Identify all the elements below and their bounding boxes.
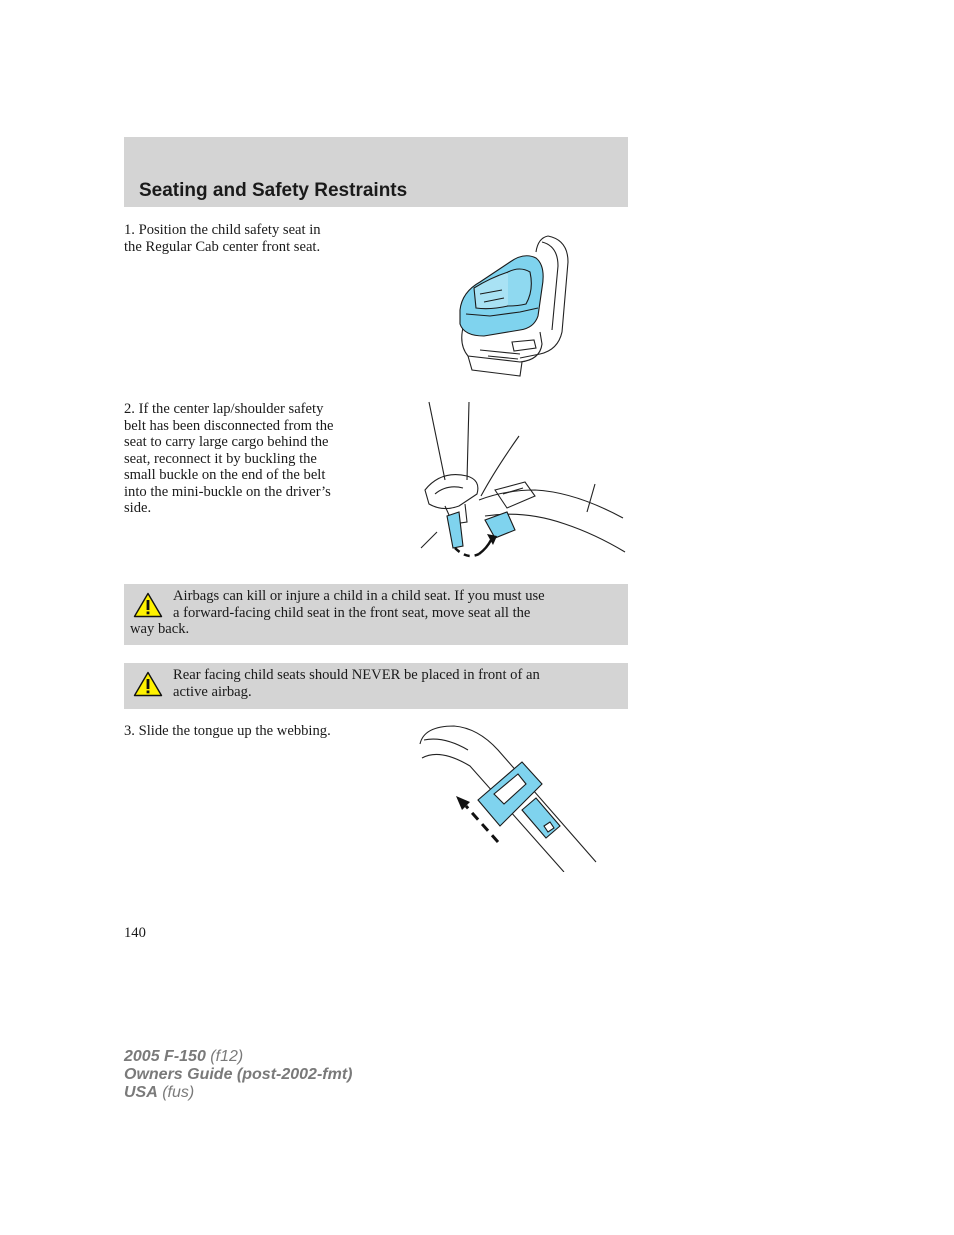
step-2-line: into the mini-buckle on the driver’s — [124, 483, 331, 500]
footer-model-code: (f12) — [205, 1048, 244, 1065]
warning-triangle-icon — [133, 592, 163, 618]
warning-line: Airbags can kill or injure a child in a child seat. If you must use — [173, 588, 545, 604]
step-2-line: belt has been disconnected from the — [124, 417, 334, 434]
warning-box — [124, 584, 628, 645]
step-1-line: the Regular Cab center front seat. — [124, 238, 321, 255]
step-1-text — [124, 222, 321, 255]
warning-line: Rear facing child seats should NEVER be placed in front of an — [173, 667, 540, 683]
footer-market: USA — [124, 1084, 158, 1101]
document-footer — [124, 1048, 352, 1102]
warning-text — [130, 588, 612, 638]
step-2-line: side. — [124, 500, 152, 516]
warning-box — [124, 663, 628, 709]
step-2-text — [124, 401, 334, 517]
section-title: Seating and Safety Restraints — [139, 180, 408, 201]
page-number: 140 — [124, 925, 146, 941]
step-2-line: seat to carry large cargo behind the — [124, 434, 329, 450]
step-3-line: 3. Slide the tongue up the webbing. — [124, 723, 331, 739]
footer-model: 2005 F-150 — [124, 1048, 206, 1065]
step-2-line: small buckle on the end of the belt — [124, 467, 326, 483]
step-3-text — [124, 723, 331, 740]
child-seat-illustration — [450, 232, 575, 377]
section-header — [124, 137, 628, 207]
warning-line: way back. — [130, 621, 190, 637]
warning-triangle-icon — [133, 671, 163, 697]
footer-market-code: (fus) — [157, 1084, 195, 1101]
step-1-line: 1. Position the child safety seat in — [124, 222, 321, 238]
step-2-line: seat, reconnect it by buckling the — [124, 450, 317, 467]
footer-guide: Owners Guide (post-2002-fmt) — [124, 1066, 353, 1083]
mini-buckle-illustration — [415, 400, 627, 558]
tongue-webbing-illustration — [418, 722, 600, 872]
warning-line: a forward-facing child seat in the front seat, move seat all the — [173, 604, 531, 621]
step-2-line: 2. If the center lap/shoulder safety — [124, 401, 324, 417]
warning-line: active airbag. — [173, 683, 252, 700]
warning-text — [130, 667, 612, 700]
